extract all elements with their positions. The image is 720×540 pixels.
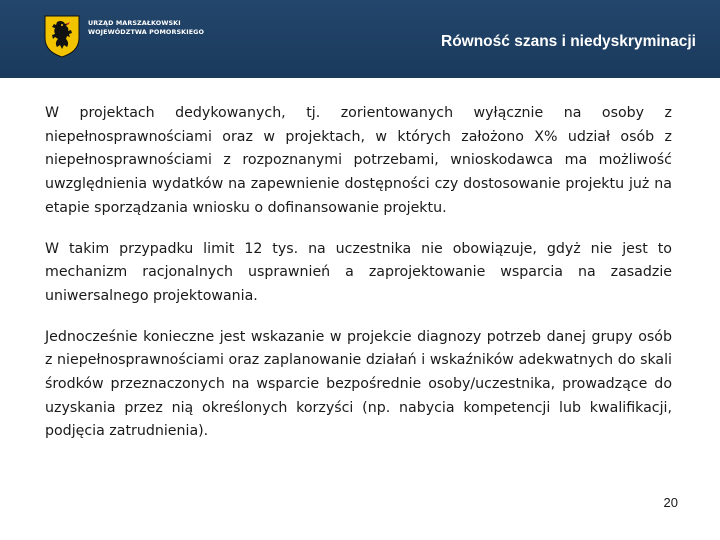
slide-body [45,102,672,444]
institution-name [88,19,204,37]
slide-title: Równość szans i niedyskryminacji [441,33,696,50]
page-number: 20 [663,495,678,510]
griffin-emblem-icon [42,14,82,58]
institution-name-line2: WOJEWÓDZTWA POMORSKIEGO [88,28,205,36]
body-paragraph-2: W takim przypadku limit 12 tys. na uczestnika nie obowiązuje, gdyż nie jest to mechanizm racjonalnych usprawnień a zaprojektowanie wsparcia na zasadzie uniwersalnego projektowania. [45,240,672,304]
header-bar [0,0,720,78]
body-paragraph-1: W projektach dedykowanych, tj. zorientowanych wyłącznie na osoby z niepełnosprawnościami oraz w projektach, w których założono X% udział osób z niepełnosprawnościami z rozpoznanymi potrzebami, wnioskodawca ma możliwość uwzględnienia wydatków na zapewnienie dostępności czy dostosowanie projektu już na etapie sporządzania wniosku o dofinansowanie projektu. [45,105,672,216]
institution-name-line1: URZĄD MARSZAŁKOWSKI [88,19,181,27]
body-paragraph-3: Jednocześnie konieczne jest wskazanie w projekcie diagnozy potrzeb danej grupy osób z niepełnosprawnościami oraz zaplanowanie działań i wskaźników adekwatnych do skali środków przeznaczonych na wsparcie bezpośrednie osoby/uczestnika, prowadzące do uzyskania przez nią określonych korzyści (np. nabycia kompetencji lub kwalifikacji, podjęcia zatrudnienia). [45,328,672,440]
